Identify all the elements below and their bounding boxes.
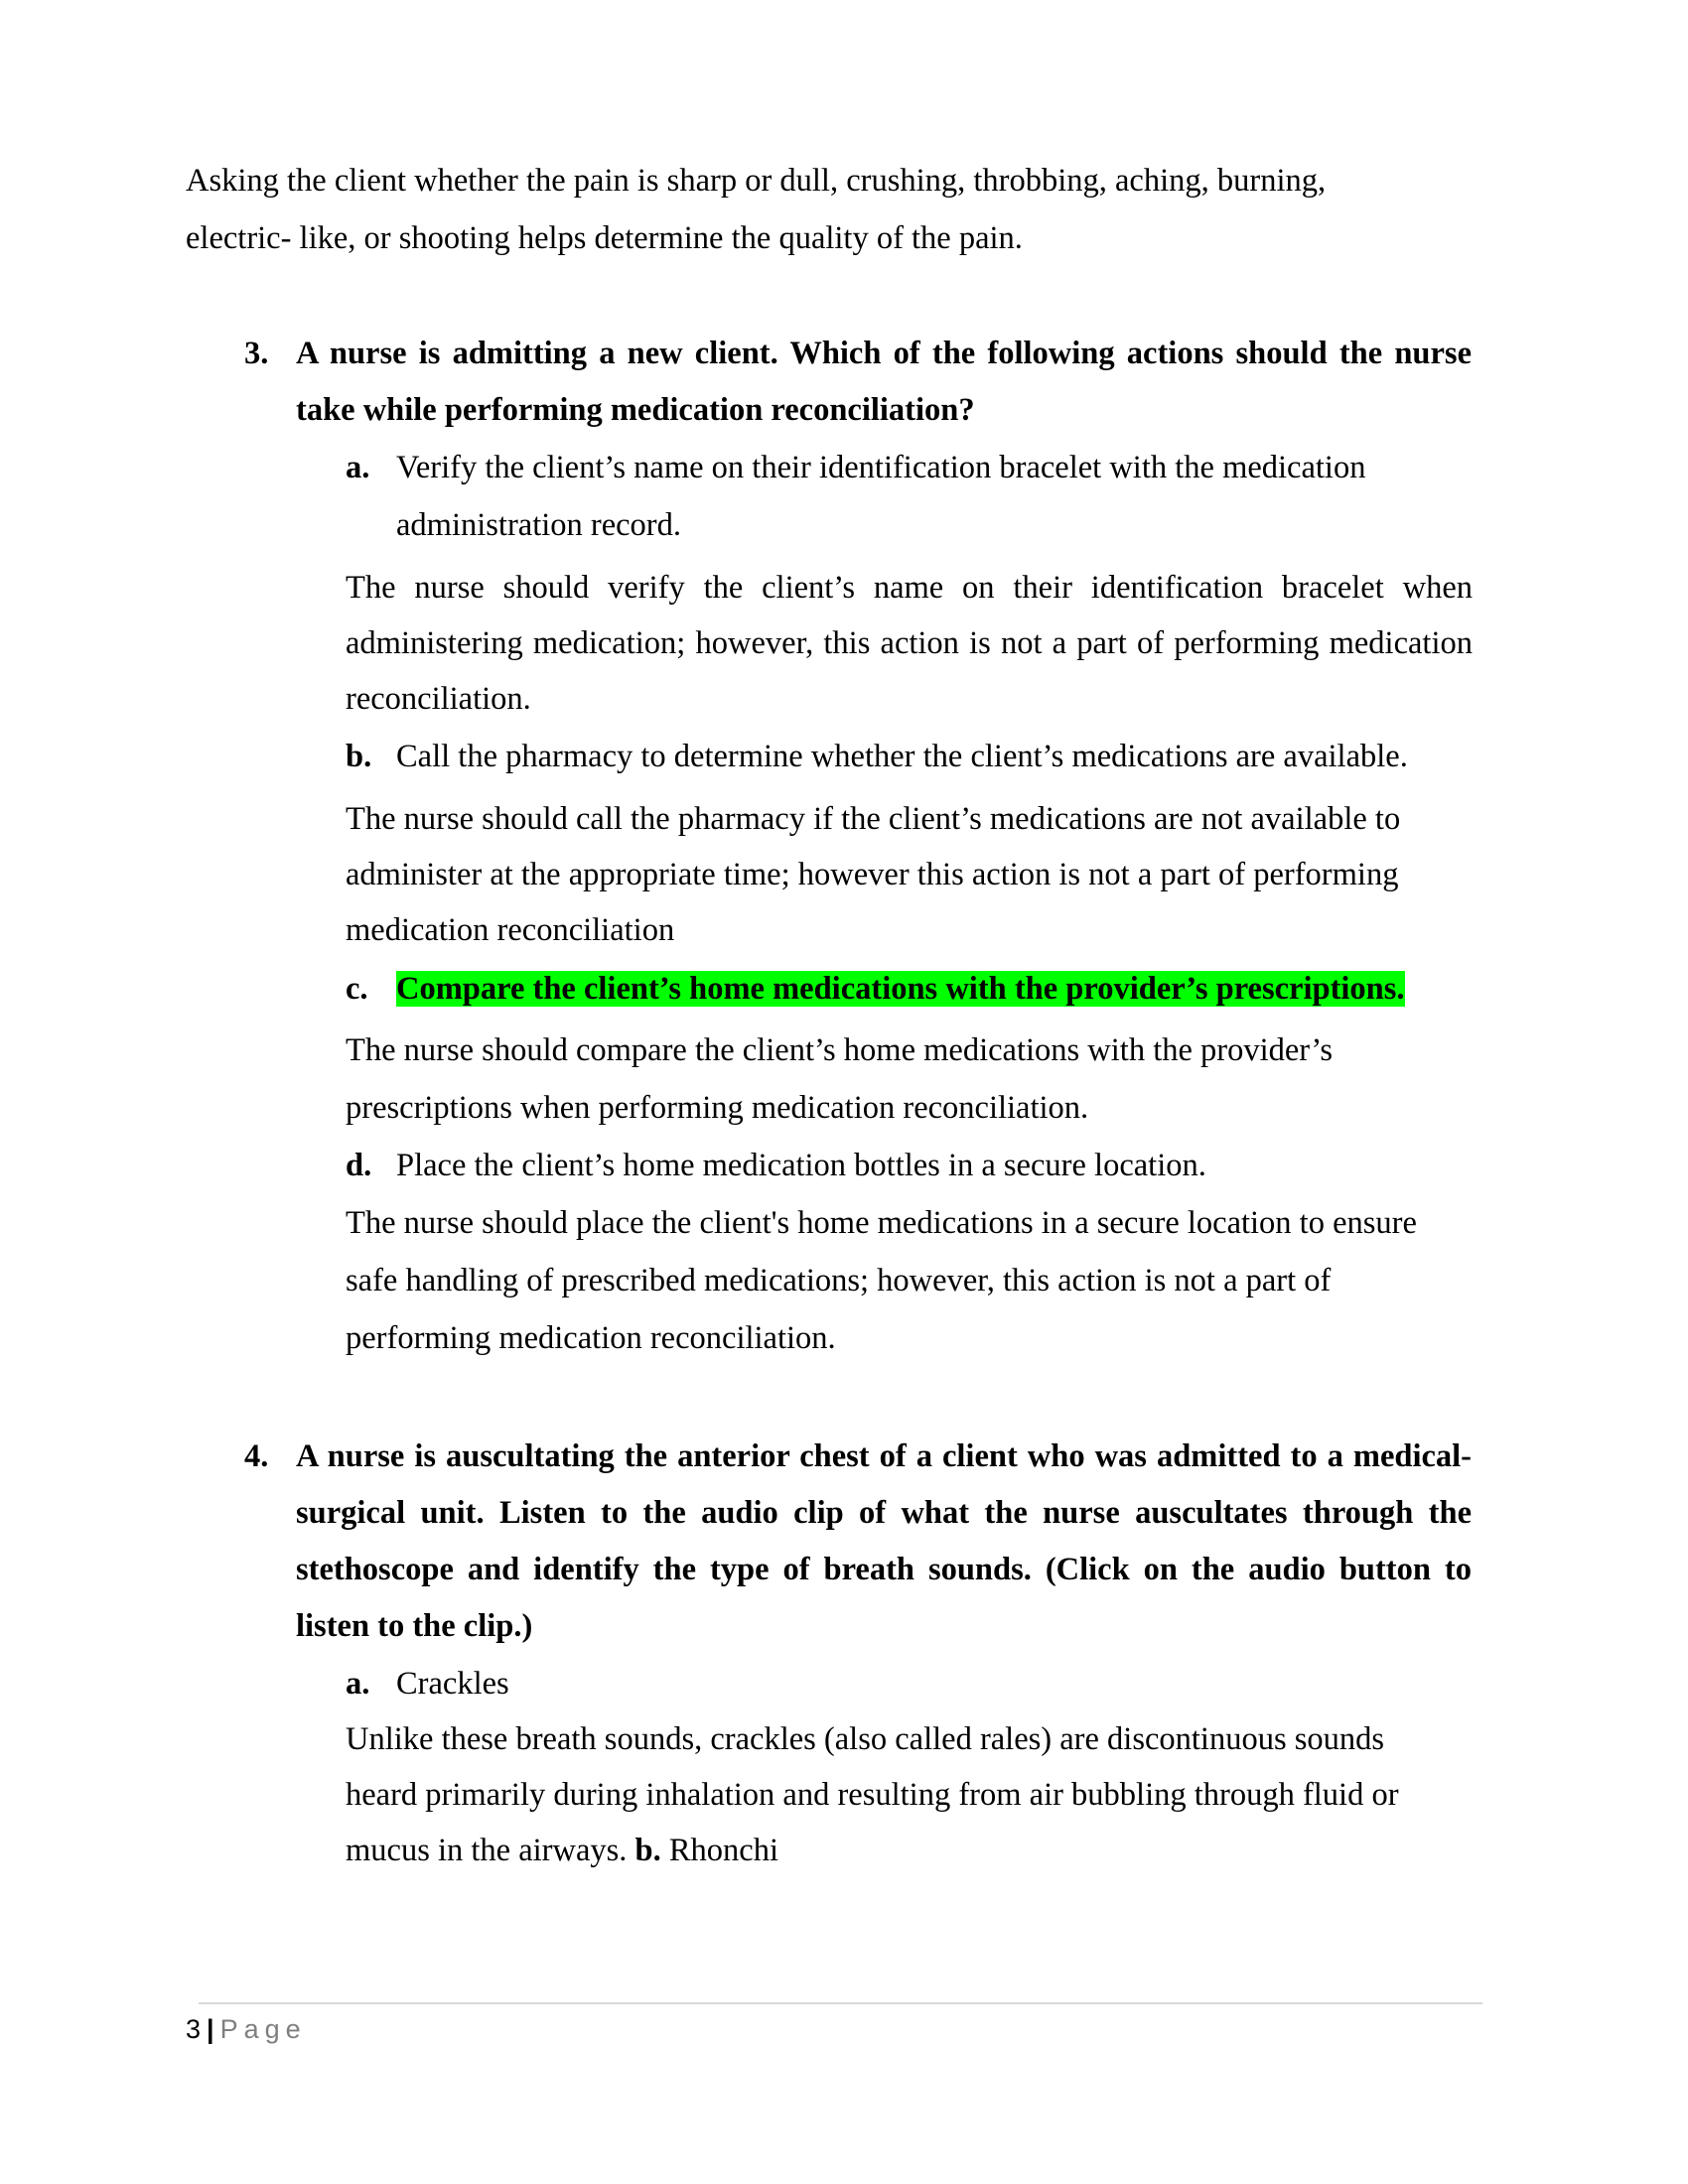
question-4-line-2: surgical unit. Listen to the audio clip of what the nurse auscultates through the bbox=[296, 1495, 1472, 1531]
question-4-line-4: listen to the clip.) bbox=[296, 1608, 533, 1644]
page-label: Page bbox=[219, 2014, 307, 2044]
page-footer bbox=[186, 2012, 307, 2046]
q3-option-a-letter: a. bbox=[346, 450, 370, 485]
q4-a-rationale-line-3 bbox=[346, 1831, 778, 1870]
intro-line-1: Asking the client whether the pain is sharp or dull, crushing, throbbing, aching, burning, bbox=[186, 163, 1327, 199]
question-4-line-3: stethoscope and identify the type of breath sounds. (Click on the audio button to bbox=[296, 1552, 1472, 1587]
q4-option-b-letter: b. bbox=[634, 1833, 661, 1868]
correct-answer-highlight: Compare the client’s home medications with the provider’s prescriptions. bbox=[396, 971, 1405, 1007]
question-4-number: 4. bbox=[244, 1438, 269, 1474]
q3-option-a-line-1: Verify the client’s name on their identification bracelet with the medication bbox=[396, 450, 1366, 485]
q4-a-rationale-text: mucus in the airways. bbox=[346, 1833, 628, 1868]
page-separator: | bbox=[207, 2014, 214, 2044]
q3-c-rationale-line-1: The nurse should compare the client’s home medications with the provider’s bbox=[346, 1032, 1334, 1068]
q3-c-rationale-line-2: prescriptions when performing medication reconciliation. bbox=[346, 1090, 1089, 1126]
q3-b-rationale-line-3: medication reconciliation bbox=[346, 912, 675, 948]
question-4-line-1: A nurse is auscultating the anterior chest of a client who was admitted to a medical- bbox=[296, 1438, 1472, 1474]
q3-d-rationale-line-1: The nurse should place the client's home medications in a secure location to ensure bbox=[346, 1205, 1417, 1241]
q3-a-rationale-line-1: The nurse should verify the client’s name on their identification bracelet when bbox=[346, 570, 1473, 606]
q3-option-c-answer bbox=[396, 969, 1405, 1009]
footer-divider bbox=[199, 2002, 1482, 2004]
q3-option-b-text: Call the pharmacy to determine whether the client’s medications are available. bbox=[396, 739, 1408, 774]
q4-option-a-letter: a. bbox=[346, 1666, 370, 1702]
question-3-number: 3. bbox=[244, 336, 269, 371]
page-number: 3 bbox=[186, 2014, 202, 2044]
q3-b-rationale-line-2: administer at the appropriate time; however this action is not a part of performing bbox=[346, 857, 1399, 892]
q3-option-a-line-2: administration record. bbox=[396, 507, 681, 543]
q4-a-rationale-line-1: Unlike these breath sounds, crackles (also called rales) are discontinuous sounds bbox=[346, 1721, 1385, 1757]
question-3-line-2: take while performing medication reconciliation? bbox=[296, 392, 975, 428]
q3-option-d-letter: d. bbox=[346, 1148, 372, 1183]
q3-option-d-text: Place the client’s home medication bottles in a secure location. bbox=[396, 1148, 1206, 1183]
q3-a-rationale-line-2: administering medication; however, this action is not a part of performing medication bbox=[346, 625, 1473, 661]
q3-option-b-letter: b. bbox=[346, 739, 372, 774]
q4-a-rationale-line-2: heard primarily during inhalation and resulting from air bubbling through fluid or bbox=[346, 1777, 1399, 1813]
q4-option-b-text: Rhonchi bbox=[668, 1833, 779, 1868]
q4-option-a-text: Crackles bbox=[396, 1666, 509, 1702]
q3-option-c-letter: c. bbox=[346, 971, 368, 1007]
q3-d-rationale-line-3: performing medication reconciliation. bbox=[346, 1320, 836, 1356]
q3-b-rationale-line-1: The nurse should call the pharmacy if the client’s medications are not available to bbox=[346, 801, 1401, 837]
question-3-line-1: A nurse is admitting a new client. Which of the following actions should the nurse bbox=[296, 336, 1472, 371]
q3-a-rationale-line-3: reconciliation. bbox=[346, 681, 531, 717]
intro-line-2: electric- like, or shooting helps determine the quality of the pain. bbox=[186, 220, 1023, 256]
q3-d-rationale-line-2: safe handling of prescribed medications; however, this action is not a part of bbox=[346, 1263, 1332, 1298]
